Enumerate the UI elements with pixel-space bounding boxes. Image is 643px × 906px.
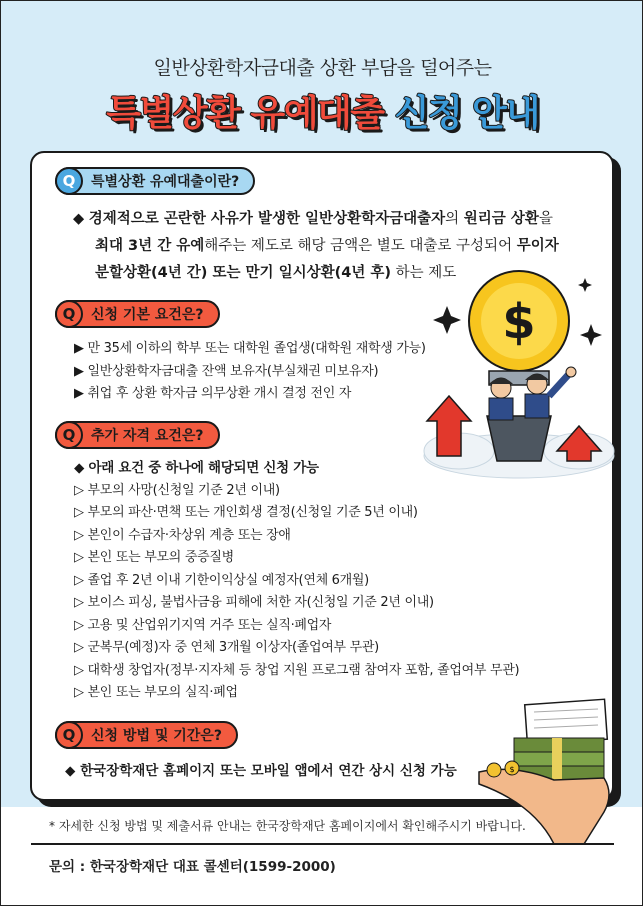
list-item-text: 본인 또는 부모의 실직·폐업: [87, 685, 238, 700]
page-title: [1, 85, 643, 136]
section-heading-text: 추가 자격 요건은?: [91, 428, 204, 444]
list-item: [74, 660, 519, 683]
hollow-arrow-bullet-icon: ▷: [74, 482, 84, 498]
section-heading-basic: [55, 300, 220, 328]
hollow-arrow-bullet-icon: ▷: [74, 685, 84, 700]
list-item-text: 부모의 파산·면책 또는 개인회생 결정(신청일 기준 5년 이내): [87, 505, 418, 520]
section-heading-definition: [55, 167, 255, 195]
q-badge-icon: Q: [55, 167, 83, 195]
hollow-arrow-bullet-icon: ▷: [74, 595, 84, 610]
hollow-arrow-bullet-icon: ▷: [74, 617, 84, 633]
list-item: [74, 637, 519, 660]
list-item-text: 취업 후 상환 학자금 의무상환 개시 결정 전인 자: [87, 386, 352, 401]
def-bold-3: 최대 3년 간 유예: [95, 238, 205, 254]
section-heading-text: 특별상환 유예대출이란?: [91, 174, 240, 190]
list-item: [74, 682, 519, 705]
list-item-text: 부모의 사망(신청일 기준 2년 이내): [87, 482, 280, 498]
footer-note: * 자세한 신청 방법 및 제출서류 안내는 한국장학재단 홈페이지에서 확인해주시기 바랍니다.: [49, 819, 526, 833]
list-item: [74, 570, 519, 593]
list-item-text: 본인이 수급자·차상위 계층 또는 장애: [87, 527, 291, 543]
title-part-red: 특별상환 유예대출: [106, 93, 384, 134]
arrow-bullet-icon: ▶: [74, 341, 84, 356]
list-item-text: 대학생 창업자(정부·지자체 등 창업 지원 프로그램 참여자 포함, 졸업여부 무관): [87, 662, 520, 678]
bulb-dollar-symbol: $: [502, 294, 536, 350]
def-bold-5: 분할상환(4년 간) 또는 만기 일시상환(4년 후): [95, 265, 392, 281]
method-text-content: 한국장학재단 홈페이지 또는 모바일 앱에서 연간 상시 신청 가능: [80, 763, 457, 779]
section-heading-text: 신청 기본 요건은?: [91, 307, 204, 323]
bullet-diamond: ◆: [73, 211, 85, 227]
list-item-text: 고용 및 산업위기지역 거주 또는 실직·폐업자: [87, 617, 332, 633]
hollow-arrow-bullet-icon: ▷: [74, 572, 84, 588]
list-item-text: 본인 또는 부모의 중증질병: [87, 550, 234, 565]
def-bold-1: 경제적으로 곤란한 사유가 발생한 일반상환학자금대출자: [88, 211, 446, 227]
list-item: [74, 480, 519, 503]
method-text: [65, 759, 457, 779]
page-subtitle: 일반상환학자금대출 상환 부담을 덜어주는: [153, 57, 492, 79]
footer-divider: [31, 843, 614, 845]
coin-dollar-symbol: $: [509, 765, 515, 774]
section-heading-method: [55, 721, 238, 749]
section-heading-additional: [55, 421, 220, 449]
hollow-arrow-bullet-icon: ▷: [74, 527, 84, 543]
arrow-bullet-icon: ▶: [74, 386, 84, 401]
hollow-arrow-bullet-icon: ▷: [74, 505, 84, 520]
hollow-arrow-bullet-icon: ▷: [74, 640, 84, 655]
additional-requirements-list: [74, 457, 519, 705]
hollow-arrow-bullet-icon: ▷: [74, 662, 84, 678]
list-item-text: 군복무(예정)자 중 연체 3개월 이상자(졸업여부 무관): [87, 640, 379, 655]
list-item-text: 만 35세 이하의 학부 또는 대학원 졸업생(대학원 재학생 가능): [87, 341, 426, 356]
list-item: [74, 547, 519, 570]
title-part-blue: 신청 안내: [394, 93, 539, 134]
list-item-text: 보이스 피싱, 불법사금융 피해에 처한 자(신청일 기준 2년 이내): [87, 595, 434, 610]
list-item: [74, 361, 426, 384]
q-badge-icon: Q: [55, 721, 83, 749]
bullet-diamond: ◆: [65, 763, 76, 779]
list-item: [74, 615, 519, 638]
list-item-text: 졸업 후 2년 이내 기한이익상실 예정자(연체 6개월): [87, 572, 369, 588]
contact-info: 문의 : 한국장학재단 대표 콜센터(1599-2000): [49, 859, 336, 875]
hollow-arrow-bullet-icon: ▷: [74, 550, 84, 565]
basic-requirements-list: [74, 338, 426, 406]
list-item-text: 일반상환학자금대출 잔액 보유자(부실채권 미보유자): [87, 363, 379, 379]
def-normal-2: 을: [538, 211, 553, 227]
list-item: [74, 383, 426, 406]
list-item: [74, 525, 519, 548]
def-bold-4: 무이자: [516, 238, 559, 254]
list-lead-text: 아래 요건 중 하나에 해당되면 신청 가능: [88, 460, 319, 476]
list-item: [74, 592, 519, 615]
section-heading-text: 신청 방법 및 기간은?: [91, 728, 222, 744]
arrow-bullet-icon: ▶: [74, 363, 84, 379]
def-normal-4: 하는 제도: [391, 265, 457, 281]
def-bold-2: 원리금 상환: [463, 211, 539, 227]
q-badge-icon: Q: [55, 300, 83, 328]
list-item: [74, 338, 426, 361]
q-badge-icon: Q: [55, 421, 83, 449]
bullet-diamond: ◆: [74, 460, 85, 476]
bulb-illustration: [419, 256, 619, 481]
def-normal-1: 의: [445, 211, 464, 227]
list-item: [74, 502, 519, 525]
def-normal-3: 해주는 제도로 해당 금액은 별도 대출로 구성되어: [204, 238, 517, 254]
